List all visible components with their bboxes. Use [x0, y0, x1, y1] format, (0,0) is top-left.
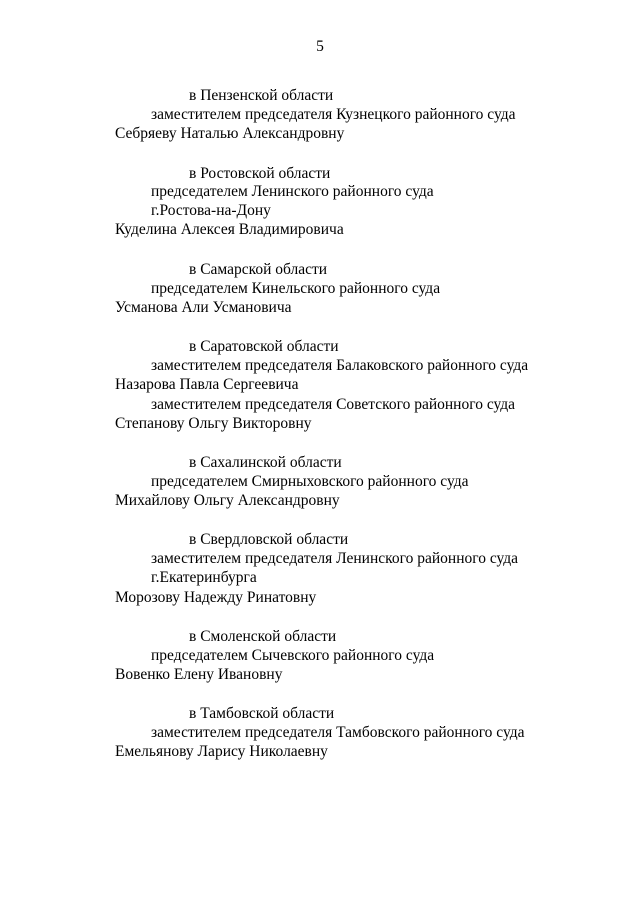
position-line: заместителем председателя Советского районного суда — [151, 396, 516, 413]
region-heading: в Пензенской области — [189, 87, 334, 104]
appointee-name: Михайлову Ольгу Александровну — [115, 492, 340, 509]
appointee-name: Усманова Али Усмановича — [115, 299, 292, 316]
position-line: председателем Ленинского районного суда — [151, 183, 434, 200]
appointee-name: Вовенко Елену Ивановну — [115, 666, 283, 683]
region-heading: в Тамбовской области — [189, 705, 335, 722]
region-heading: в Смоленской области — [189, 628, 337, 645]
position-line: председателем Кинельского районного суда — [151, 280, 441, 297]
appointee-name: Степанову Ольгу Викторовну — [115, 415, 312, 432]
appointee-name: Куделина Алексея Владимировича — [115, 221, 344, 238]
position-line: заместителем председателя Тамбовского районного суда — [151, 724, 525, 741]
appointee-name: Себряеву Наталью Александровну — [115, 125, 345, 142]
position-line: заместителем председателя Кузнецкого районного суда — [151, 106, 516, 123]
position-line: заместителем председателя Балаковского районного суда — [151, 357, 529, 374]
region-heading: в Сахалинской области — [189, 454, 342, 471]
region-heading: в Самарской области — [189, 261, 328, 278]
region-heading: в Ростовской области — [189, 165, 331, 182]
position-line: заместителем председателя Ленинского районного суда — [151, 550, 519, 567]
position-line: г.Екатеринбурга — [151, 569, 257, 586]
position-line: председателем Сычевского районного суда — [151, 647, 435, 664]
position-line: председателем Смирныховского районного суда — [151, 473, 469, 490]
page-number: 5 — [316, 38, 324, 55]
appointee-name: Емельянову Ларису Николаевну — [115, 743, 328, 760]
position-line: г.Ростова-на-Дону — [151, 202, 271, 219]
appointee-name: Назарова Павла Сергеевича — [115, 376, 299, 393]
appointee-name: Морозову Надежду Ринатовну — [115, 589, 317, 606]
region-heading: в Саратовской области — [189, 338, 339, 355]
region-heading: в Свердловской области — [189, 531, 349, 548]
